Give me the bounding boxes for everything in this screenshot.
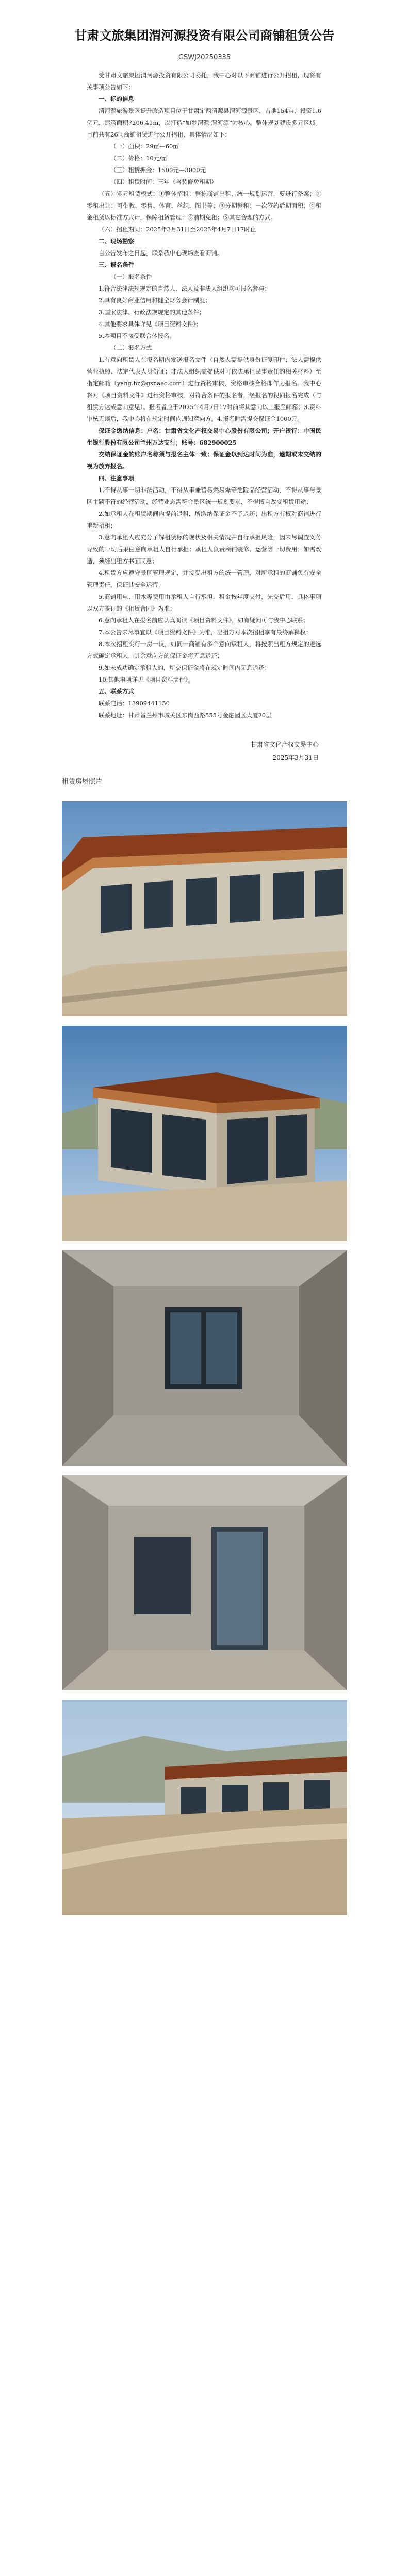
walkway-exterior-image xyxy=(62,1700,347,1915)
paragraph: 联系地址：甘肃省兰州市城关区东岗西路555号金融园区大厦20层 xyxy=(99,711,272,719)
paragraph: （一）报名条件 xyxy=(110,273,152,280)
photo-interior-1 xyxy=(62,1250,347,1466)
signature-org: 甘肃省文化产权交易中心 xyxy=(250,741,319,748)
photo-exterior-2 xyxy=(62,1026,347,1241)
building-exterior-image xyxy=(62,801,347,1016)
paragraph: 4.租赁方应遵守景区管理规定，并接受出租方的统一管理，对所承租的商铺负有安全管理责任，保证其安全运营； xyxy=(87,569,321,588)
paragraph: （一）面积：29㎡—60㎡ xyxy=(110,143,179,150)
photo-interior-2 xyxy=(62,1475,347,1690)
paragraph: 7.本公告未尽事宜以《项目资料文件》为准，出租方对本次招租享有最终解释权； xyxy=(99,629,312,636)
paragraph: （六）招租期间：2025年3月31日至2025年4月7日17时止 xyxy=(99,226,256,233)
paragraph: 保证金缴纳信息：户名：甘肃省文化产权交易中心股份有限公司；开户银行：中国民生银行股份有限公司兰州万达支行；账号：682900025 xyxy=(87,427,321,446)
section-heading: 五、联系方式 xyxy=(99,688,134,695)
paragraph: 3.意向承租人应充分了解租赁标的现状及相关情况并自行承担风险，因未尽调查义务导致的一切后果由意向承租人自行承担；承租人负责商铺装修、运营等一切费用；如需改造，须经出租方书面同意； xyxy=(87,534,321,565)
paragraph: （五）多元租赁模式：①整体招租：整栋商铺出租，统一规划运营，要进行备案；②零租出让：可带教、零售、体育、丝织、图书等；③分期整租：一次签约后期面积；④租金租赁以标准方式计，保障租赁管理；⑤前期免租；⑥其它合理的方式。 xyxy=(87,190,321,221)
paragraph: 自公告发布之日起，联系我中心现场查看商铺。 xyxy=(99,249,223,257)
photo-gallery xyxy=(62,801,347,1915)
paragraph: （三）租赁押金：1500元—3000元 xyxy=(110,166,206,174)
paragraph: （四）租赁时间：三年（含装修免租期） xyxy=(110,178,217,185)
paragraph: 2.具有良好商业信用和健全财务会计制度； xyxy=(99,297,211,304)
paragraph: 渭河源旅游景区提升改造项目位于甘肃定西渭源县渭河源景区，占地154亩，投资1.6亿元，建筑面积7206.41m，以打造“如梦渭源·渭河源”为核心，整体规划建设多元区域。目前共有26间商铺租赁进行公开招租，具体情况如下： xyxy=(87,107,321,138)
paragraph: 10.其他事项详见《项目资料文件》。 xyxy=(99,676,194,683)
paragraph: 2.如承租人在租赁期间内提前退租，所缴纳保证金不予退还；出租方有权对商铺进行重新招租； xyxy=(87,510,321,529)
section-heading: 四、注意事项 xyxy=(99,474,134,482)
paragraph: 9.如未成功确定承租人的，所交保证金将在规定时间内无息退还； xyxy=(99,664,270,671)
paragraph: 5.商铺用电、用水等费用由承租人自行承担，租金按年度支付，先交后用，具体事项以双方签订的《租赁合同》为准； xyxy=(87,593,321,612)
document-number: GSWJ20250335 xyxy=(178,54,231,61)
page-title: 甘肃文旅集团渭河源投资有限公司商铺租赁公告 xyxy=(74,28,335,43)
signature-date: 2025年3月31日 xyxy=(272,754,319,761)
paragraph: 3.国家法律、行政法规规定的其他条件； xyxy=(99,309,205,316)
paragraph: 1.有意向租赁人在报名期内发送报名文件（自然人需提供身份证复印件；法人需提供营业执照、法定代表人身份证；非法人组织需提供对可依法承担民事责任的相关材料）至指定邮箱（yang.hz@gsnaec.com）进行资格审核，资格审核合格即作为报名。我中心将对《项目资料文件》进行资格审核，对符合条件的报名者，经报名的视同报名完成（与租赁方达成意向意见）。报名者应于2025年4月7日17时前将其意向以上报至邮箱；3.资料审核无误后，我中心将在规定时间内通知意向方。4.报名时需提交保证金1000元。 xyxy=(87,356,321,422)
intro-paragraph: 受甘肃文旅集团渭河源投资有限公司委托，我中心对以下商铺进行公开招租，现将有关事项公告如下： xyxy=(87,72,321,91)
paragraph: 1.不得从事一切非法活动，不得从事兼营易燃易爆等危险品经营活动，不得从事与景区主题不符的经营活动，经营业态需符合景区统一规划要求，不得擅自改变租赁用途； xyxy=(87,486,321,505)
paragraph: 6.意向承租人在报名前应认真阅读《项目资料文件》，如有疑问可与我中心联系； xyxy=(99,617,309,624)
section-heading: 二、现场勘察 xyxy=(99,238,134,245)
paragraph: （二）价格：10元/㎡ xyxy=(110,155,168,162)
paragraph: 8.本次招租实行一房一议，如同一商铺有多个意向承租人，将按照出租方规定的遴选方式确定承租人，其余意向方的保证金将无息退还； xyxy=(87,640,321,659)
paragraph: 联系电话：13909441150 xyxy=(99,700,170,707)
paragraph: 1.符合法律法规规定的自然人、法人及非法人组织均可报名参与； xyxy=(99,285,270,292)
photo-exterior-1 xyxy=(62,801,347,1016)
photos-title: 租赁房屋照片 xyxy=(62,778,103,786)
interior-room-image xyxy=(62,1250,347,1466)
building-corner-image xyxy=(62,1026,347,1241)
announcement-body xyxy=(0,70,409,721)
section-heading: 三、报名条件 xyxy=(99,261,134,268)
paragraph: 4.其他要求具体详见《项目资料文件》； xyxy=(99,320,202,328)
signature-block xyxy=(0,738,409,765)
photo-exterior-3 xyxy=(62,1700,347,1915)
announcement-sections xyxy=(87,93,321,721)
paragraph: （二）报名方式 xyxy=(110,344,152,351)
interior-doorway-image xyxy=(62,1475,347,1690)
section-heading: 一、标的信息 xyxy=(99,95,134,103)
paragraph: 5.本项目不接受联合体报名。 xyxy=(99,332,175,340)
paragraph: 交纳保证金的账户名称须与报名主体一致；保证金以到达时间为准，逾期或未交纳的视为放弃报名。 xyxy=(87,451,321,470)
